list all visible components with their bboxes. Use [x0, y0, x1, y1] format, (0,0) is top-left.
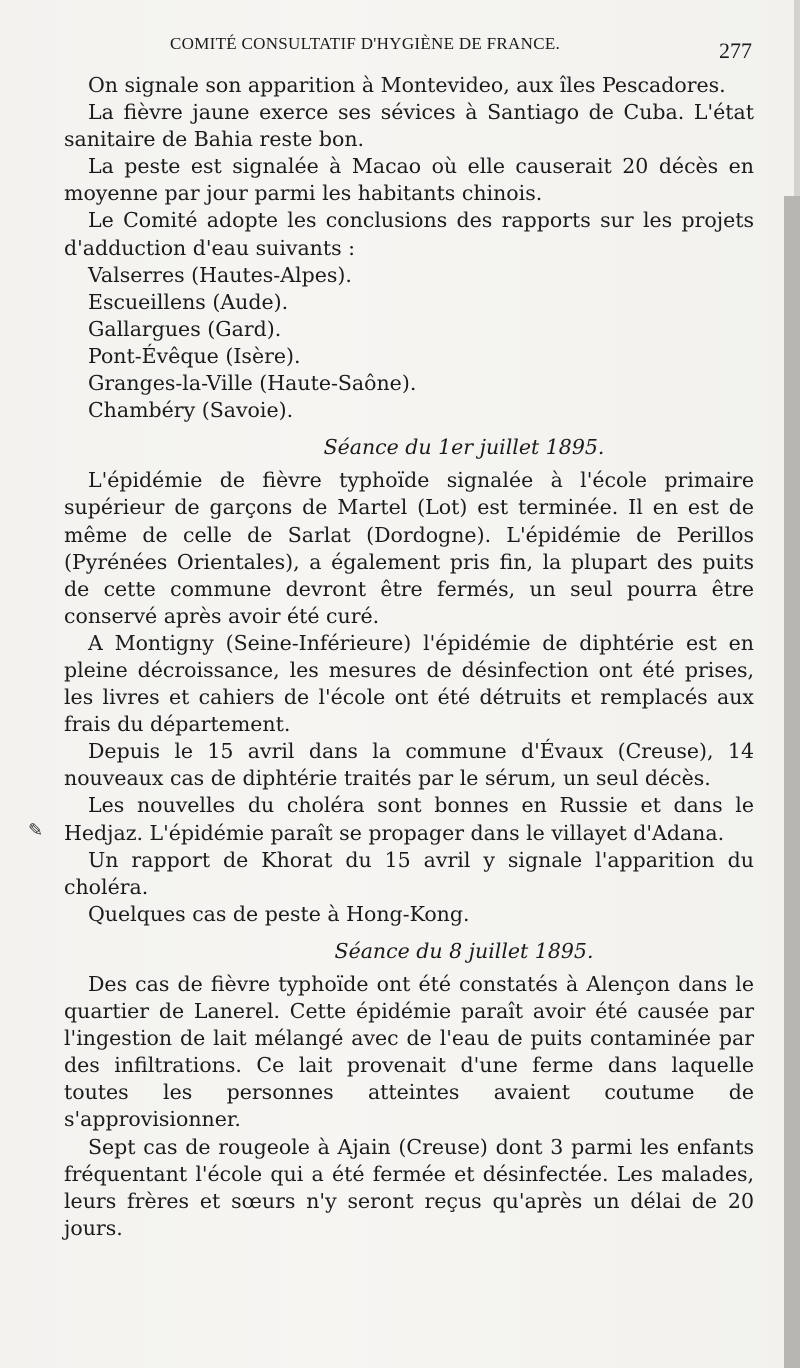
paragraph: La peste est signalée à Macao où elle causerait 20 décès en moyenne par jour parmi les habitants chinois.: [64, 154, 754, 206]
page-edge-shadow: [784, 196, 800, 1368]
paragraph: Sept cas de rougeole à Ajain (Creuse) dont 3 parmi les enfants fréquentant l'école qui a été fermée et désinfectée. Les malades, leurs frères et sœurs n'y seront reçus qu'après un délai de 20 jours.: [64, 1134, 754, 1240]
page-text: [64, 72, 754, 1242]
paragraph: Des cas de fièvre typhoïde ont été constatés à Alençon dans le quartier de Lanerel. Cette épidémie paraît avoir été causée par l'ingestion de lait mélangé avec de l'eau de puits contaminée par des infiltrations. Ce lait provenait d'une ferme dans laquelle toutes les personnes atteintes avaient coutume de s'approvisionner.: [64, 972, 754, 1132]
paragraph: Les nouvelles du choléra sont bonnes en Russie et dans le Hedjaz. L'épidémie paraît se propager dans le villayet d'Adana.: [64, 793, 754, 845]
section-heading: Séance du 8 juillet 1895.: [334, 938, 594, 963]
margin-pencil-mark: ✎: [28, 820, 44, 841]
paragraph: Depuis le 15 avril dans la commune d'Évaux (Creuse), 14 nouveaux cas de diphtérie traités par le sérum, un seul décès.: [64, 739, 754, 791]
list-item: Escueillens (Aude).: [88, 289, 289, 314]
list-item: Chambéry (Savoie).: [88, 398, 294, 423]
paragraph: La fièvre jaune exerce ses sévices à Santiago de Cuba. L'état sanitaire de Bahia reste bon.: [64, 100, 754, 152]
paragraph: On signale son apparition à Montevideo, aux îles Pescadores.: [88, 73, 726, 97]
paragraph: Quelques cas de peste à Hong-Kong.: [88, 901, 470, 926]
page-edge-shadow-top: [794, 0, 800, 196]
section-heading: Séance du 1er juillet 1895.: [323, 435, 605, 460]
list-item: Granges-la-Ville (Haute-Saône).: [88, 371, 417, 396]
page-number: 277: [719, 38, 752, 63]
list-item: Valserres (Hautes-Alpes).: [88, 262, 352, 287]
paragraph: L'épidémie de fièvre typhoïde signalée à l'école primaire supérieur de garçons de Martel (Lot) est terminée. Il en est de même de celle de Sarlat (Dordogne). L'épidémie de Perillos (Pyrénées Orientales), a également pris fin, la plupart des puits de cette commune devront être fermés, un seul pourra être conservé après avoir été curé.: [64, 468, 754, 628]
running-head: COMITÉ CONSULTATIF D'HYGIÈNE DE FRANCE.: [170, 34, 561, 53]
list-item: Gallargues (Gard).: [88, 316, 282, 341]
paragraph: A Montigny (Seine-Inférieure) l'épidémie de diphtérie est en pleine décroissance, les mesures de désinfection ont été prises, les livres et cahiers de l'école ont été détruits et remplacés aux frais du département.: [64, 630, 754, 737]
list-item: Pont-Évêque (Isère).: [88, 343, 301, 368]
page-header: [170, 34, 752, 74]
paragraph: Le Comité adopte les conclusions des rapports sur les projets d'adduction d'eau suivants :: [64, 208, 754, 260]
paragraph: Un rapport de Khorat du 15 avril y signale l'apparition du choléra.: [64, 847, 754, 899]
